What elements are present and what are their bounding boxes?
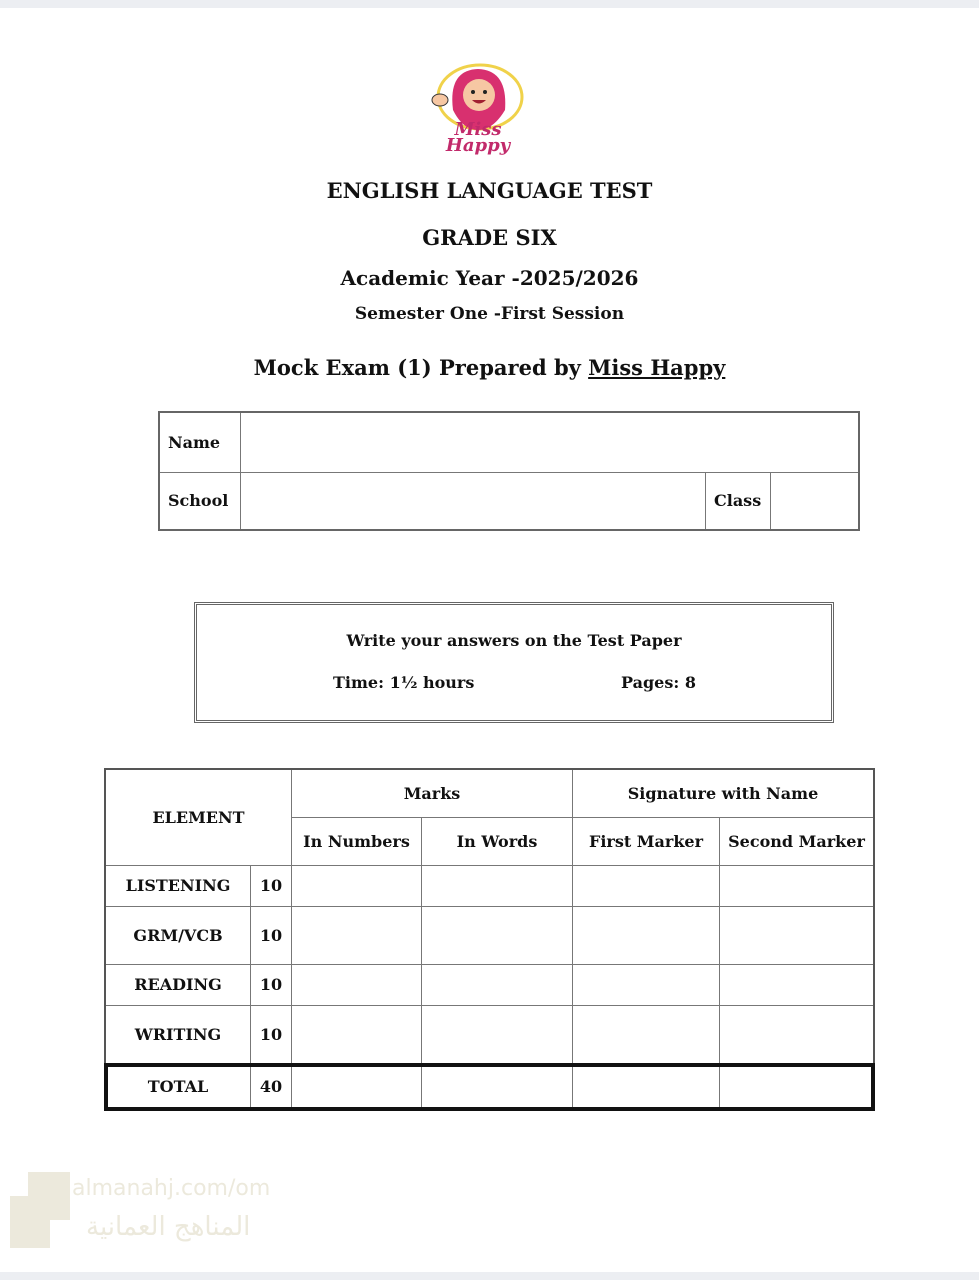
words-cell[interactable]: [422, 865, 573, 906]
school-label: School: [159, 472, 241, 530]
instructions-box: [194, 602, 834, 723]
school-field[interactable]: [241, 472, 706, 530]
svg-text:Miss: Miss: [454, 119, 502, 140]
name-label: Name: [159, 412, 241, 472]
first-marker-cell[interactable]: [573, 1005, 720, 1064]
bottom-band: [0, 1272, 979, 1280]
first-marker-cell[interactable]: [573, 865, 720, 906]
words-cell[interactable]: [422, 964, 573, 1005]
words-cell[interactable]: [422, 906, 573, 964]
element-header: ELEMENT: [105, 769, 292, 865]
first-marker-cell[interactable]: [573, 1064, 720, 1110]
second-marker-cell[interactable]: [720, 964, 875, 1005]
table-row: [105, 906, 874, 964]
student-info-table: [158, 411, 860, 531]
second-marker-cell[interactable]: [720, 1064, 875, 1110]
first-marker-cell[interactable]: [573, 964, 720, 1005]
total-label: TOTAL: [105, 1064, 251, 1110]
watermark-arabic: المناهج العمانية: [86, 1212, 251, 1242]
grade: GRADE SIX: [422, 225, 557, 250]
instruction-line: Write your answers on the Test Paper: [346, 631, 682, 650]
test-title: ENGLISH LANGUAGE TEST: [326, 178, 653, 203]
total-row: [105, 1064, 874, 1110]
author: Miss Happy: [588, 355, 726, 380]
class-field[interactable]: [771, 472, 860, 530]
numbers-cell[interactable]: [292, 964, 422, 1005]
miss-happy-logo: [408, 55, 548, 155]
numbers-cell[interactable]: [292, 1005, 422, 1064]
table-row: [105, 964, 874, 1005]
table-row: [105, 1005, 874, 1064]
first-marker-header: First Marker: [573, 817, 720, 865]
max-score: 10: [251, 964, 292, 1005]
in-words-header: In Words: [422, 817, 573, 865]
max-score: 10: [251, 1005, 292, 1064]
numbers-cell[interactable]: [292, 1064, 422, 1110]
mock-prefix: Mock Exam (1) Prepared by: [253, 355, 589, 380]
element-name: LISTENING: [105, 865, 251, 906]
element-name: READING: [105, 964, 251, 1005]
second-marker-cell[interactable]: [720, 1005, 875, 1064]
second-marker-cell[interactable]: [720, 906, 875, 964]
watermark-logo-block: [10, 1196, 50, 1248]
watermark-url: almanahj.com/om: [72, 1176, 271, 1201]
second-marker-header: Second Marker: [720, 817, 875, 865]
in-numbers-header: In Numbers: [292, 817, 422, 865]
marks-header: Marks: [292, 769, 573, 817]
marks-table: [104, 768, 875, 1111]
max-score: 10: [251, 865, 292, 906]
words-cell[interactable]: [422, 1064, 573, 1110]
words-cell[interactable]: [422, 1005, 573, 1064]
table-row: [105, 865, 874, 906]
class-label: Class: [706, 472, 771, 530]
mock-exam-line: [0, 355, 979, 380]
svg-text:Happy: Happy: [445, 135, 511, 155]
pages: Pages: 8: [621, 673, 696, 692]
time: Time: 1½ hours: [333, 673, 475, 692]
element-name: WRITING: [105, 1005, 251, 1064]
max-score: 10: [251, 906, 292, 964]
first-marker-cell[interactable]: [573, 906, 720, 964]
numbers-cell[interactable]: [292, 906, 422, 964]
signature-header: Signature with Name: [573, 769, 875, 817]
second-marker-cell[interactable]: [720, 865, 875, 906]
top-band: [0, 0, 979, 8]
numbers-cell[interactable]: [292, 865, 422, 906]
element-name: GRM/VCB: [105, 906, 251, 964]
semester: Semester One -First Session: [354, 304, 625, 324]
name-field[interactable]: [241, 412, 860, 472]
academic-year: Academic Year -2025/2026: [340, 266, 639, 290]
total-max: 40: [251, 1064, 292, 1110]
